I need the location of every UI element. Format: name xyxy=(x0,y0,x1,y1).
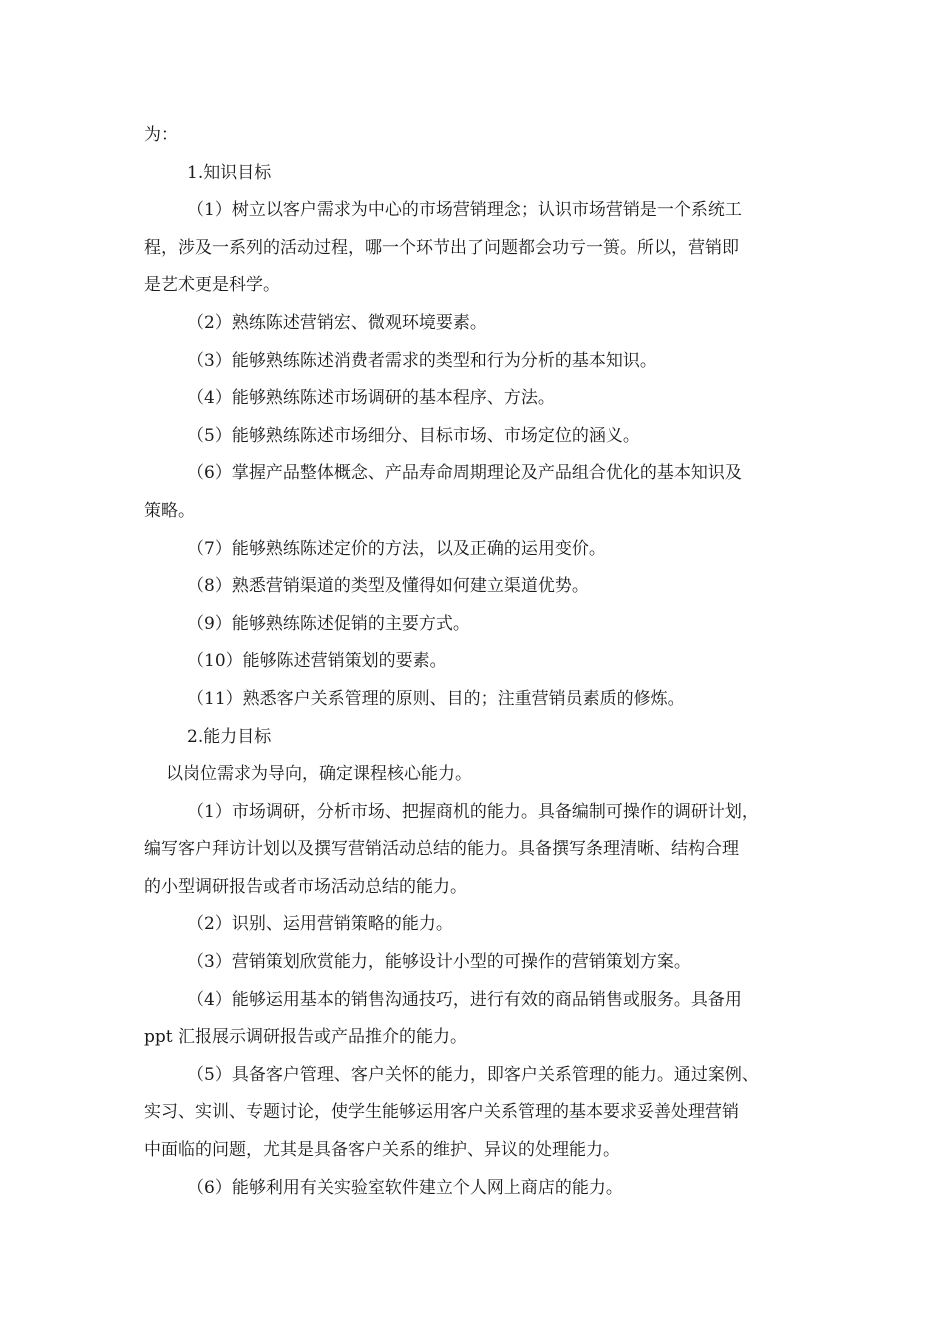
text-line: 程，涉及一系列的活动过程，哪一个环节出了问题都会功亏一篑。所以，营销即 xyxy=(144,237,739,258)
text-line: ppt 汇报展示调研报告或产品推介的能力。 xyxy=(144,1027,467,1048)
text-line: （6）掌握产品整体概念、产品寿命周期理论及产品组合优化的基本知识及 xyxy=(187,463,742,484)
text-line: （4）能够熟练陈述市场调研的基本程序、方法。 xyxy=(187,388,555,409)
text-line: 为： xyxy=(144,125,178,145)
document-body xyxy=(144,117,810,1207)
text-line: （3）营销策划欣赏能力，能够设计小型的可操作的营销策划方案。 xyxy=(187,952,691,973)
text-line: （1）树立以客户需求为中心的市场营销理念；认识市场营销是一个系统工 xyxy=(187,200,742,221)
text-line: （2）识别、运用营销策略的能力。 xyxy=(187,914,453,935)
text-line: 2.能力目标 xyxy=(187,726,272,747)
text-line: 实习、实训、专题讨论，使学生能够运用客户关系管理的基本要求妥善处理营销 xyxy=(144,1102,739,1123)
text-line: （3）能够熟练陈述消费者需求的类型和行为分析的基本知识。 xyxy=(187,350,657,371)
text-line: （4）能够运用基本的销售沟通技巧，进行有效的商品销售或服务。具备用 xyxy=(187,989,742,1010)
text-line: （6）能够利用有关实验室软件建立个人网上商店的能力。 xyxy=(187,1177,623,1198)
text-line: （9）能够熟练陈述促销的主要方式。 xyxy=(187,613,470,634)
text-line: 策略。 xyxy=(144,500,195,521)
text-line: （7）能够熟练陈述定价的方法，以及正确的运用变价。 xyxy=(187,538,606,559)
text-line: 编写客户拜访计划以及撰写营销活动总结的能力。具备撰写条理清晰、结构合理 xyxy=(144,839,739,860)
text-line: 的小型调研报告或者市场活动总结的能力。 xyxy=(144,876,467,897)
text-line: （10）能够陈述营销策划的要素。 xyxy=(187,651,447,672)
text-line: 中面临的问题，尤其是具备客户关系的维护、异议的处理能力。 xyxy=(144,1140,620,1161)
text-line: 是艺术更是科学。 xyxy=(144,275,280,296)
text-line: 1.知识目标 xyxy=(187,162,272,183)
text-line: （2）熟练陈述营销宏、微观环境要素。 xyxy=(187,312,487,333)
text-line: （5）具备客户管理、客户关怀的能力，即客户关系管理的能力。通过案例、 xyxy=(187,1064,759,1085)
text-line: （5）能够熟练陈述市场细分、目标市场、市场定位的涵义。 xyxy=(187,425,640,446)
text-line: （1）市场调研，分析市场、把握商机的能力。具备编制可操作的调研计划， xyxy=(187,801,759,822)
text-line: （8）熟悉营销渠道的类型及懂得如何建立渠道优势。 xyxy=(187,576,589,597)
text-line: 以岗位需求为导向，确定课程核心能力。 xyxy=(166,764,472,785)
text-line: （11）熟悉客户关系管理的原则、目的；注重营销员素质的修炼。 xyxy=(187,688,685,709)
